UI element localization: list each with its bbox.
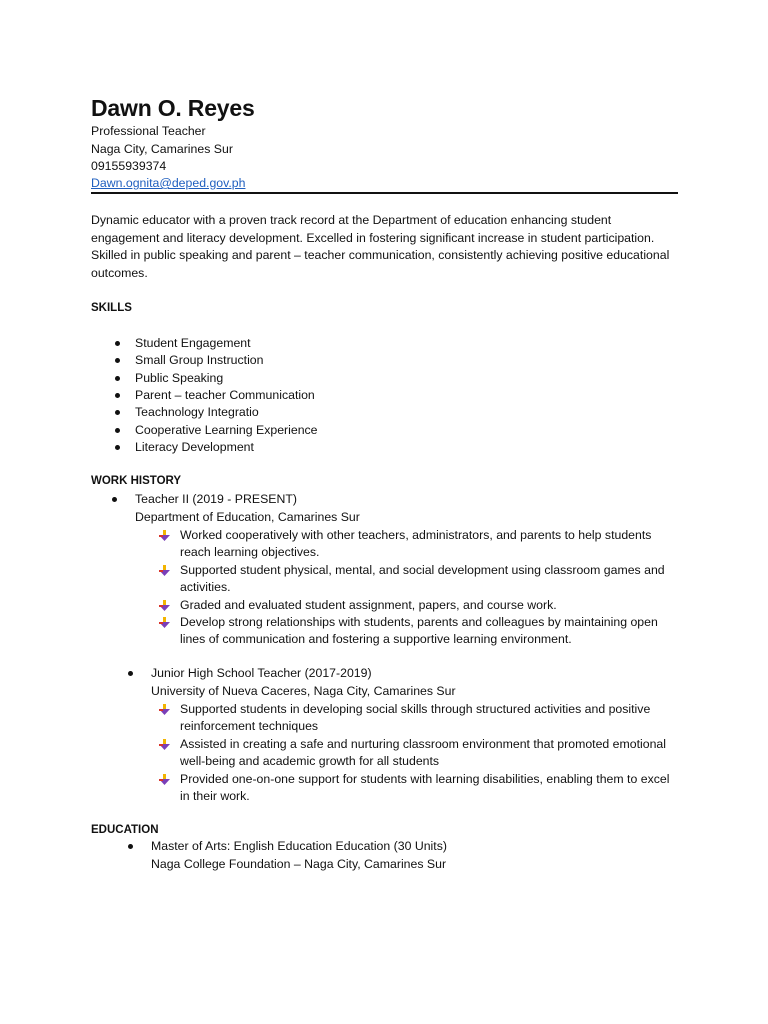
skill-item: Cooperative Learning Experience [135, 423, 318, 437]
skill-item: Literacy Development [135, 440, 254, 454]
arrow-bullet-icon [159, 704, 171, 716]
location: Naga City, Camarines Sur [91, 142, 233, 156]
skill-item: Small Group Instruction [135, 353, 264, 367]
degree: Master of Arts: English Education Education (30 Units) [151, 839, 447, 853]
header-divider [91, 192, 678, 194]
email-link[interactable]: Dawn.ognita@deped.gov.ph [91, 176, 246, 190]
job-duty: Worked cooperatively with other teachers, administrators, and parents to help students reach learning objectives. [180, 528, 652, 560]
job-role: Junior High School Teacher (2017-2019) [151, 666, 372, 680]
arrow-bullet-icon [159, 565, 171, 577]
skill-item: Teachnology Integratio [135, 405, 259, 419]
bullet-icon [115, 410, 120, 415]
bullet-icon [115, 445, 120, 450]
arrow-bullet-icon [159, 600, 171, 612]
job-duty: Graded and evaluated student assignment, papers, and course work. [180, 598, 557, 612]
job-duty: Provided one-on-one support for students with learning disabilities, enabling them to excel in their work. [180, 772, 670, 804]
education-heading: EDUCATION [91, 824, 159, 836]
arrow-bullet-icon [159, 774, 171, 786]
bullet-icon [115, 341, 120, 346]
job-duty: Supported students in developing social skills through structured activities and positive reinforcement techniques [180, 702, 651, 734]
bullet-icon [112, 497, 117, 502]
job-role: Teacher II (2019 - PRESENT) [135, 492, 297, 506]
skill-item: Student Engagement [135, 336, 251, 350]
resume-name: Dawn O. Reyes [91, 95, 255, 121]
arrow-bullet-icon [159, 530, 171, 542]
job-duty: Assisted in creating a safe and nurturing classroom environment that promoted emotional well-being and academic growth for all students [180, 737, 666, 769]
professional-summary: Dynamic educator with a proven track record at the Department of education enhancing student engagement and literacy development. Excelled in fostering significant increase in student participation. Skilled in public speaking and parent – teacher communication, consistently achieving positive educational outcomes. [91, 213, 670, 280]
bullet-icon [128, 671, 133, 676]
skill-item: Parent – teacher Communication [135, 388, 315, 402]
job-duty: Develop strong relationships with students, parents and colleagues by maintaining open lines of communication and fostering a supportive learning environment. [180, 615, 658, 647]
arrow-bullet-icon [159, 617, 171, 629]
bullet-icon [115, 393, 120, 398]
bullet-icon [128, 844, 133, 849]
job-title: Professional Teacher [91, 124, 206, 138]
skills-heading: SKILLS [91, 302, 132, 314]
job-organization: University of Nueva Caceres, Naga City, Camarines Sur [151, 684, 456, 698]
bullet-icon [115, 428, 120, 433]
work-history-heading: WORK HISTORY [91, 475, 182, 487]
skill-item: Public Speaking [135, 371, 224, 385]
school: Naga College Foundation – Naga City, Camarines Sur [151, 857, 447, 871]
job-organization: Department of Education, Camarines Sur [135, 510, 360, 524]
bullet-icon [115, 376, 120, 381]
phone-number: 09155939374 [91, 159, 167, 173]
bullet-icon [115, 358, 120, 363]
arrow-bullet-icon [159, 739, 171, 751]
job-duty: Supported student physical, mental, and social development using classroom games and activities. [180, 563, 665, 595]
